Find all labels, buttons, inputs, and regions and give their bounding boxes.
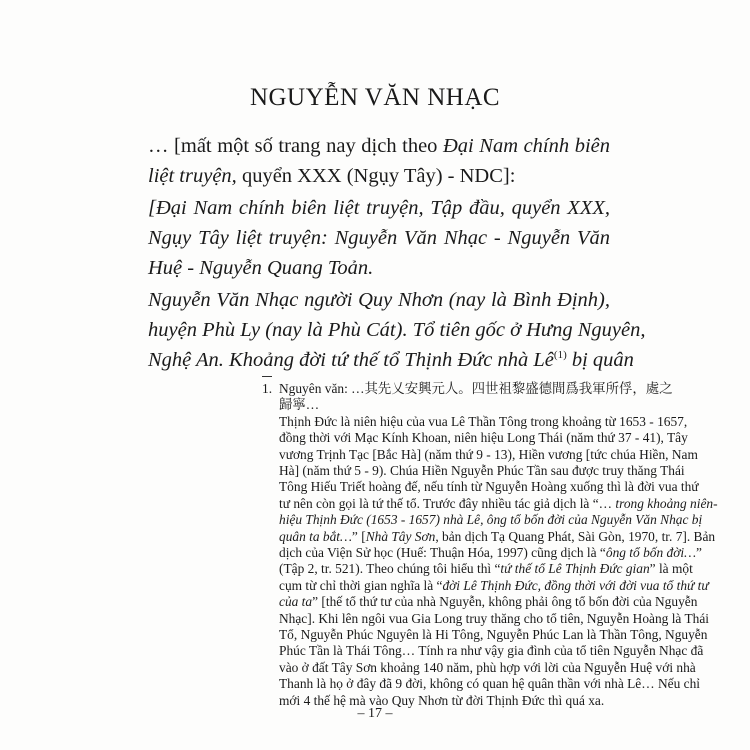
text-line xyxy=(279,610,710,627)
text-segment: Thanh là họ ở đây đã 9 đời, không có quan hệ quân thần với nhà Lê… Nếu chỉ xyxy=(279,676,700,692)
text-segment: ” là một xyxy=(649,561,693,577)
text-segment: quyển XXX (Ngụy Tây) - NDC]: xyxy=(236,165,516,187)
text-line xyxy=(279,561,693,577)
text-line xyxy=(279,479,699,495)
text-segment: hiệu Thịnh Đức (1653 - 1657) nhà Lê, ông tổ bốn đời của Nguyễn Văn Nhạc bị xyxy=(279,512,703,528)
text-segment: của ta xyxy=(279,594,313,610)
text-line xyxy=(148,226,610,250)
chapter-title: NGUYỄN VĂN NHẠC xyxy=(249,84,501,111)
text-line xyxy=(148,134,610,158)
text-line xyxy=(279,512,703,528)
text-line xyxy=(279,659,696,676)
text-line xyxy=(279,545,702,561)
text-line xyxy=(148,196,610,220)
text-segment: dịch của Viện Sử học (Huế: Thuận Hóa, 1997) cũng dịch là “ xyxy=(279,545,606,560)
text-segment: tứ thế tổ Lê Thịnh Đức gian xyxy=(500,561,650,577)
text-segment: , bản dịch Tạ Quang Phát, Sài Gòn, 1970, tr. 7]. Bản xyxy=(435,528,716,544)
text-segment: Tông Hiếu Triết hoàng đế, nếu tính từ Nguyễn Hoàng xuống thì là đời vua thứ xyxy=(279,479,699,495)
footnote-ref: (1) xyxy=(553,349,567,362)
text-segment: quân ta bắt… xyxy=(279,528,352,544)
text-line xyxy=(279,627,708,643)
text-line xyxy=(148,288,610,312)
text-segment: Huệ - Nguyễn Quang Toản. xyxy=(148,257,374,279)
text-segment: tư nên còn gọi là tứ thế tổ. Trước đây nhiều tác giả dịch là “… xyxy=(279,495,616,511)
text-segment: cụm từ chỉ thời gian nghĩa là “ xyxy=(279,577,443,593)
text-segment: Đại Nam chính biên xyxy=(442,135,610,157)
text-segment: đồng thời với Mạc Kính Khoan, niên hiệu Long Thái (năm thứ 37 - 41), Tây xyxy=(279,430,688,446)
text-line xyxy=(279,430,688,446)
text-segment: Ngụy Tây liệt truyện: Nguyễn Văn Nhạc - Nguyễn Văn xyxy=(148,227,610,249)
text-segment: Thịnh Đức là niên hiệu của vua Lê Thần Tông trong khoảng từ 1653 - 1657, xyxy=(279,413,688,429)
text-line xyxy=(148,256,610,280)
text-segment: bị quân xyxy=(566,349,634,371)
text-segment: vương Trịnh Tạc [Bắc Hà] (năm thứ 9 - 13), Hiền vương [tức chúa Hiền, Nam xyxy=(279,446,698,462)
text-line xyxy=(148,164,610,188)
text-segment: Tổ, Nguyễn Phúc Nguyên là Hi Tông, Nguyễn Phúc Lan là Thần Tông, Nguyễn xyxy=(279,627,708,642)
text-line xyxy=(279,528,716,545)
text-line xyxy=(279,381,673,397)
text-line xyxy=(279,594,698,610)
footnote-divider xyxy=(262,376,272,377)
text-line xyxy=(279,577,709,594)
page-number: – 17 – xyxy=(357,706,393,721)
text-line xyxy=(148,348,634,372)
text-segment: mới 4 thế hệ mà vào Quy Nhơn từ đời Thịnh Đức thì quá xa. xyxy=(279,692,605,708)
text-line xyxy=(279,643,704,659)
text-segment: … [mất một số trang nay dịch theo xyxy=(148,135,443,157)
text-segment: Nghệ An. Khoảng đời tứ thế tổ Thịnh Đức nhà Lê xyxy=(148,349,554,371)
text-line xyxy=(279,446,698,463)
text-segment: ” [ xyxy=(351,528,366,544)
text-segment: ” [thế tổ thứ tư của nhà Nguyễn, không phải ông tổ bốn đời của Nguyễn xyxy=(312,594,698,610)
text-segment: (Tập 2, tr. 521). Theo chúng tôi hiểu thì “ xyxy=(279,561,501,577)
text-segment: liệt truyện, xyxy=(148,165,237,187)
text-segment: Nhạc]. Khi lên ngôi vua Gia Long truy thăng cho tổ tiên, Nguyễn Hoàng là Thái xyxy=(279,610,710,626)
footnote-number: 1. xyxy=(262,381,273,396)
text-segment: Nguyên văn: …其先乂安興元人。四世祖黎盛德間爲我軍所俘，處之 xyxy=(279,381,673,396)
text-line xyxy=(279,397,652,413)
text-line xyxy=(279,413,688,430)
text-segment: 歸寧… xyxy=(279,397,320,413)
text-line xyxy=(279,676,700,692)
text-segment: Hà] (năm thứ 5 - 9). Chúa Hiền Nguyễn Phúc Tần sau được truy thăng Thái xyxy=(279,463,685,478)
text-segment: [Đại Nam chính biên liệt truyện, Tập đầu, quyển XXX, xyxy=(148,197,610,219)
text-segment: ông tổ bốn đời… xyxy=(605,545,696,560)
text-segment: Nhà Tây Sơn xyxy=(365,528,436,544)
text-segment: vào ở đất Tây Sơn khoảng 140 năm, phù hợp với lời của Nguyễn Huệ với nhà xyxy=(279,659,696,675)
text-segment: huyện Phù Ly (nay là Phù Cát). Tổ tiên gốc ở Hưng Nguyên, xyxy=(148,319,646,341)
text-segment: đời Lê Thịnh Đức, đồng thời với đời vua tổ thứ tư xyxy=(442,577,709,593)
text-segment: trong khoảng niên- xyxy=(615,495,718,511)
text-line xyxy=(148,318,646,342)
text-segment: ” xyxy=(695,545,702,560)
text-segment: Nguyễn Văn Nhạc người Quy Nhơn (nay là Bình Định), xyxy=(148,289,610,311)
text-segment: Phúc Tần là Thái Tông… Tính ra như vậy gia đình của tổ tiên Nguyễn Nhạc đã xyxy=(279,643,704,659)
text-line xyxy=(279,495,718,512)
text-line xyxy=(279,463,685,479)
